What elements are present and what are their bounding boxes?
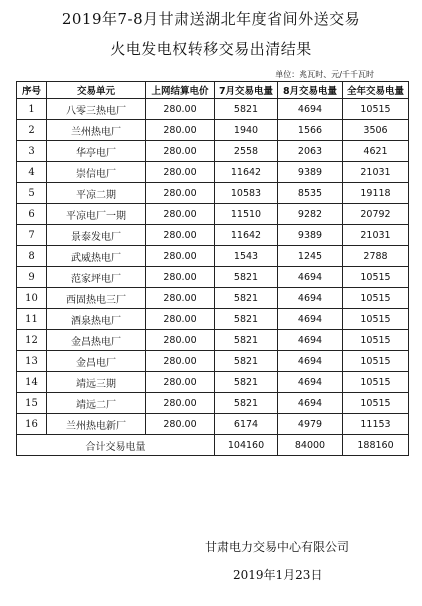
cell-unit: 平凉二期 [47,183,146,204]
cell-seq: 3 [17,141,47,162]
total-label: 合计交易电量 [17,435,215,456]
cell-year: 11153 [343,414,409,435]
cell-seq: 14 [17,372,47,393]
cell-seq: 11 [17,309,47,330]
cell-seq: 5 [17,183,47,204]
header-aug-volume: 8月交易电量 [278,82,343,99]
cell-unit: 华亭电厂 [47,141,146,162]
cell-price: 280.00 [146,204,215,225]
document-title-line2: 火电发电权转移交易出清结果 [110,40,312,58]
table-row [17,99,409,120]
cell-price: 280.00 [146,309,215,330]
cell-jul: 5821 [215,99,278,120]
cell-price: 280.00 [146,351,215,372]
cell-unit: 八零三热电厂 [47,99,146,120]
cell-unit: 兰州热电厂 [47,120,146,141]
cell-year: 10515 [343,351,409,372]
cell-year: 10515 [343,393,409,414]
header-unit: 交易单元 [47,82,146,99]
cell-jul: 5821 [215,351,278,372]
cell-jul: 6174 [215,414,278,435]
cell-unit: 武威热电厂 [47,246,146,267]
cell-jul: 11642 [215,162,278,183]
cell-price: 280.00 [146,120,215,141]
cell-unit: 兰州热电新厂 [47,414,146,435]
cell-aug: 4694 [278,309,343,330]
cell-year: 10515 [343,267,409,288]
table-row [17,393,409,414]
cell-year: 10515 [343,330,409,351]
total-row [17,435,409,456]
cell-price: 280.00 [146,288,215,309]
cell-year: 10515 [343,99,409,120]
cell-unit: 西固热电三厂 [47,288,146,309]
cell-aug: 4979 [278,414,343,435]
cell-aug: 4694 [278,372,343,393]
cell-price: 280.00 [146,246,215,267]
clearing-result-table [16,81,409,456]
cell-unit: 崇信电厂 [47,162,146,183]
cell-price: 280.00 [146,141,215,162]
cell-year: 4621 [343,141,409,162]
cell-jul: 11642 [215,225,278,246]
table-row [17,288,409,309]
cell-price: 280.00 [146,162,215,183]
table-row [17,141,409,162]
cell-price: 280.00 [146,372,215,393]
cell-aug: 4694 [278,267,343,288]
cell-aug: 4694 [278,99,343,120]
cell-year: 2788 [343,246,409,267]
cell-jul: 1940 [215,120,278,141]
header-seq: 序号 [17,82,47,99]
table-body [17,99,409,435]
total-jul: 104160 [215,435,278,456]
cell-seq: 8 [17,246,47,267]
cell-price: 280.00 [146,99,215,120]
cell-unit: 靖远二厂 [47,393,146,414]
cell-jul: 5821 [215,393,278,414]
cell-aug: 2063 [278,141,343,162]
cell-aug: 4694 [278,393,343,414]
cell-price: 280.00 [146,183,215,204]
cell-aug: 9282 [278,204,343,225]
header-year-volume: 全年交易电量 [343,82,409,99]
table-row [17,414,409,435]
document-title-line1: 2019年7-8月甘肃送湖北年度省间外送交易 [61,10,361,28]
cell-jul: 5821 [215,267,278,288]
cell-jul: 5821 [215,330,278,351]
cell-unit: 酒泉热电厂 [47,309,146,330]
table-row [17,225,409,246]
table-row [17,162,409,183]
cell-aug: 8535 [278,183,343,204]
cell-unit: 金昌热电厂 [47,330,146,351]
cell-year: 21031 [343,162,409,183]
cell-price: 280.00 [146,330,215,351]
total-year: 188160 [343,435,409,456]
cell-aug: 9389 [278,162,343,183]
cell-jul: 11510 [215,204,278,225]
cell-price: 280.00 [146,393,215,414]
cell-jul: 5821 [215,372,278,393]
cell-unit: 平凉电厂一期 [47,204,146,225]
cell-seq: 15 [17,393,47,414]
cell-seq: 7 [17,225,47,246]
cell-price: 280.00 [146,225,215,246]
table-row [17,120,409,141]
issue-date: 2019年1月23日 [233,568,323,582]
total-aug: 84000 [278,435,343,456]
cell-jul: 5821 [215,309,278,330]
cell-unit: 靖远三期 [47,372,146,393]
cell-year: 10515 [343,372,409,393]
cell-seq: 12 [17,330,47,351]
table-row [17,330,409,351]
cell-seq: 6 [17,204,47,225]
table-row [17,372,409,393]
table-row [17,204,409,225]
cell-aug: 4694 [278,330,343,351]
cell-jul: 2558 [215,141,278,162]
cell-seq: 10 [17,288,47,309]
cell-unit: 景泰发电厂 [47,225,146,246]
table-row [17,267,409,288]
cell-aug: 9389 [278,225,343,246]
table-header-row [17,82,409,99]
table-row [17,183,409,204]
cell-year: 20792 [343,204,409,225]
cell-seq: 16 [17,414,47,435]
cell-aug: 1245 [278,246,343,267]
cell-year: 19118 [343,183,409,204]
cell-unit: 金昌电厂 [47,351,146,372]
cell-year: 10515 [343,288,409,309]
table-row [17,246,409,267]
cell-price: 280.00 [146,414,215,435]
cell-price: 280.00 [146,267,215,288]
issuer-name: 甘肃电力交易中心有限公司 [205,540,350,554]
cell-aug: 1566 [278,120,343,141]
unit-note: 单位：兆瓦时、元/千千瓦时 [275,70,374,79]
cell-seq: 1 [17,99,47,120]
cell-unit: 范家坪电厂 [47,267,146,288]
table-row [17,351,409,372]
header-price: 上网结算电价 [146,82,215,99]
cell-jul: 10583 [215,183,278,204]
table-row [17,309,409,330]
cell-jul: 1543 [215,246,278,267]
cell-aug: 4694 [278,288,343,309]
cell-aug: 4694 [278,351,343,372]
cell-year: 21031 [343,225,409,246]
cell-year: 3506 [343,120,409,141]
cell-jul: 5821 [215,288,278,309]
cell-year: 10515 [343,309,409,330]
cell-seq: 9 [17,267,47,288]
header-jul-volume: 7月交易电量 [215,82,278,99]
cell-seq: 13 [17,351,47,372]
cell-seq: 4 [17,162,47,183]
cell-seq: 2 [17,120,47,141]
